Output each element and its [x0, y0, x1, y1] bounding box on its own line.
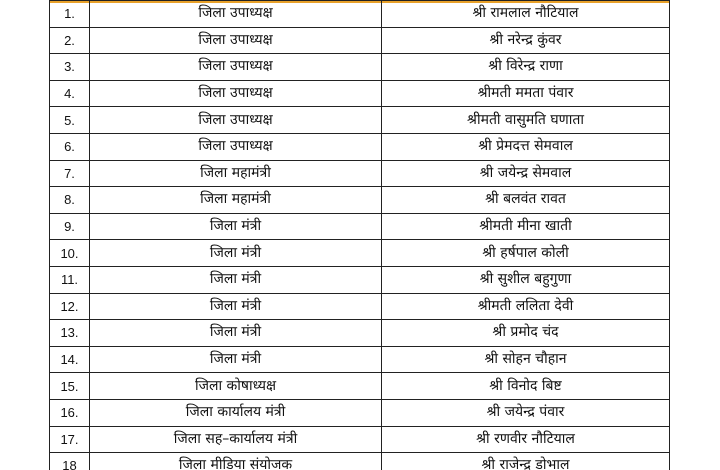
designation-cell: जिला उपाध्यक्ष: [90, 54, 382, 81]
person-name-cell: श्रीमती ललिता देवी: [382, 293, 670, 320]
person-name-cell: श्री जयेन्द्र पंवार: [382, 399, 670, 426]
person-name-cell: श्री विनोद बिष्ट: [382, 373, 670, 400]
table-row: [50, 373, 670, 400]
person-name-cell: श्री नरेन्द्र कुंवर: [382, 27, 670, 54]
designation-cell: जिला मंत्री: [90, 320, 382, 347]
table-row: [50, 240, 670, 267]
table-body: [50, 0, 670, 470]
serial-number-cell: 6.: [50, 133, 90, 160]
designation-cell: जिला मीडिया संयोजक: [90, 453, 382, 470]
person-name-cell: श्री विरेन्द्र राणा: [382, 54, 670, 81]
serial-number-cell: 2.: [50, 27, 90, 54]
serial-number-cell: 8.: [50, 187, 90, 214]
person-name-cell: श्री सोहन चौहान: [382, 346, 670, 373]
designation-cell: जिला महामंत्री: [90, 187, 382, 214]
serial-number-cell: 18: [50, 453, 90, 470]
serial-number-cell: 17.: [50, 426, 90, 453]
designation-cell: जिला उपाध्यक्ष: [90, 107, 382, 134]
serial-number-cell: 1.: [50, 1, 90, 28]
table-row: [50, 160, 670, 187]
person-name-cell: श्री रणवीर नौटियाल: [382, 426, 670, 453]
table-row: [50, 266, 670, 293]
table-row: [50, 107, 670, 134]
table-row: [50, 80, 670, 107]
serial-number-cell: 4.: [50, 80, 90, 107]
person-name-cell: श्री राजेन्द्र डोभाल: [382, 453, 670, 470]
designation-cell: जिला महामंत्री: [90, 160, 382, 187]
table-row: [50, 1, 670, 28]
serial-number-cell: 11.: [50, 266, 90, 293]
designation-cell: जिला मंत्री: [90, 240, 382, 267]
person-name-cell: श्रीमती वासुमति घणाता: [382, 107, 670, 134]
designation-cell: जिला मंत्री: [90, 213, 382, 240]
serial-number-cell: 12.: [50, 293, 90, 320]
serial-number-cell: 5.: [50, 107, 90, 134]
person-name-cell: श्री बलवंत रावत: [382, 187, 670, 214]
designation-cell: जिला उपाध्यक्ष: [90, 133, 382, 160]
designation-cell: जिला उपाध्यक्ष: [90, 80, 382, 107]
serial-number-cell: 15.: [50, 373, 90, 400]
table-row: [50, 187, 670, 214]
table-row: [50, 426, 670, 453]
serial-number-cell: 13.: [50, 320, 90, 347]
office-bearers-table: [49, 0, 670, 470]
designation-cell: जिला मंत्री: [90, 346, 382, 373]
table-row: [50, 54, 670, 81]
person-name-cell: श्री रामलाल नौटियाल: [382, 1, 670, 28]
serial-number-cell: 10.: [50, 240, 90, 267]
person-name-cell: श्री सुशील बहुगुणा: [382, 266, 670, 293]
table-row: [50, 213, 670, 240]
serial-number-cell: 7.: [50, 160, 90, 187]
table-row: [50, 133, 670, 160]
designation-cell: जिला उपाध्यक्ष: [90, 1, 382, 28]
person-name-cell: श्री प्रेमदत्त सेमवाल: [382, 133, 670, 160]
table-row: [50, 320, 670, 347]
designation-cell: जिला मंत्री: [90, 293, 382, 320]
table-row: [50, 399, 670, 426]
serial-number-cell: 16.: [50, 399, 90, 426]
serial-number-cell: 9.: [50, 213, 90, 240]
person-name-cell: श्री जयेन्द्र सेमवाल: [382, 160, 670, 187]
designation-cell: जिला मंत्री: [90, 266, 382, 293]
person-name-cell: श्रीमती मीना खाती: [382, 213, 670, 240]
designation-cell: जिला कोषाध्यक्ष: [90, 373, 382, 400]
designation-cell: जिला कार्यालय मंत्री: [90, 399, 382, 426]
table-row: [50, 293, 670, 320]
person-name-cell: श्रीमती ममता पंवार: [382, 80, 670, 107]
table-row: [50, 346, 670, 373]
table-row: [50, 453, 670, 470]
serial-number-cell: 3.: [50, 54, 90, 81]
person-name-cell: श्री हर्षपाल कोली: [382, 240, 670, 267]
person-name-cell: श्री प्रमोद चंद: [382, 320, 670, 347]
table-row: [50, 27, 670, 54]
designation-cell: जिला उपाध्यक्ष: [90, 27, 382, 54]
designation-cell: जिला सह–कार्यालय मंत्री: [90, 426, 382, 453]
serial-number-cell: 14.: [50, 346, 90, 373]
